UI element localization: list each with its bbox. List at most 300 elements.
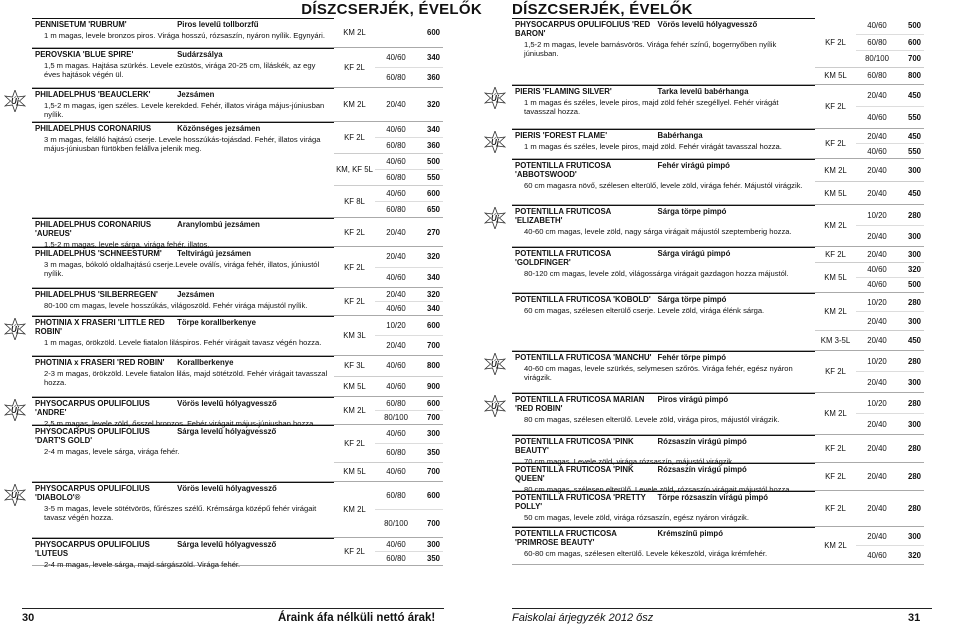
price: 900: [426, 381, 440, 391]
price-groups: [334, 397, 443, 424]
price-row: [856, 205, 924, 225]
plant-latin-name: PHILADELPHUS 'BEAUCLERK': [35, 90, 151, 99]
price-row: [375, 247, 443, 267]
plant-height: 80/100: [865, 54, 889, 64]
price-group: [334, 88, 443, 121]
entry-title-row: [32, 88, 334, 100]
price-groups: [815, 491, 924, 526]
entry-title-row: [32, 48, 334, 60]
plant-height: 40/60: [386, 381, 406, 391]
page-number-right: 31: [908, 612, 921, 624]
plant-height: 20/40: [386, 341, 406, 350]
container-size: KF 2L: [825, 367, 846, 376]
price: 450: [907, 188, 921, 198]
price-groups: [334, 538, 443, 565]
price-row: [856, 68, 924, 84]
price-row: [856, 50, 924, 67]
plant-height: 60/80: [386, 399, 406, 408]
price-group: [334, 122, 443, 153]
price-columns: [334, 218, 443, 246]
plant-description: 70 cm magas. Levele zöld, virága rózsaszín, májustól virágzik.: [524, 457, 735, 466]
price-row: [856, 351, 924, 371]
price-group: [815, 527, 924, 564]
entry-title-row: [32, 425, 334, 446]
container-size: KM 2L: [824, 307, 847, 317]
catalog-entry: [32, 88, 443, 122]
plant-description: 80-120 cm magas, levele zöld, világossárga virágait gazdagon hozza májustól.: [524, 269, 789, 278]
plant-description: 2-4 m magas, levele sárga, virága fehér.: [44, 447, 180, 456]
entry-text: [512, 351, 815, 392]
price-groups: [334, 48, 443, 87]
plant-description: 3 m magas, felálló hajtású cserje. Levele hosszúkás-tojásdad. Fehér, illatos virága május-júniusban fürtökben felállva jelenik meg.: [44, 135, 321, 154]
plant-height: 40/60: [386, 272, 406, 282]
catalog-entry: [512, 463, 924, 494]
plant-latin-name: POTENTILLA FRUTICOSA 'ABBOTSWOOD': [515, 161, 612, 179]
plant-latin-name: PIERIS 'FOREST FLAME': [515, 131, 608, 140]
catalog-entry: [32, 316, 443, 356]
price: 300: [907, 165, 921, 175]
plant-common-name: Tarka levelű babérhanga: [657, 87, 749, 96]
container-size: KM 5L: [824, 188, 847, 198]
plant-height: 60/80: [386, 448, 406, 458]
page-header-right: DÍSZCSERJÉK, ÉVELŐK: [512, 1, 693, 18]
catalog-entry: [32, 122, 443, 218]
price-values: [375, 463, 443, 481]
plant-height: 10/20: [867, 398, 887, 408]
price-values: [856, 491, 924, 526]
plant-description: 3-5 m magas, levele sötétvörös, fűrészes szélű. Krémsárga középű fehér virágait tavasz végén hozza.: [44, 504, 317, 523]
price: 300: [907, 249, 921, 259]
catalog-entry: [512, 129, 924, 159]
price-row: [375, 288, 443, 301]
price-row: [375, 267, 443, 288]
price-row: [856, 393, 924, 413]
price: 320: [907, 265, 921, 275]
new-badge-label: Új: [11, 490, 19, 500]
plant-common-name: Törpe rózsaszín virágú pimpó: [657, 493, 769, 502]
price: 360: [426, 141, 440, 150]
container-size: KF 2L: [825, 472, 846, 481]
entry-title-row: [32, 356, 334, 368]
container-size: KF 2L: [825, 37, 846, 47]
price-columns: [334, 356, 443, 396]
price-groups: [815, 293, 924, 350]
entry-text: [512, 435, 815, 466]
plant-height: 40/60: [867, 280, 887, 290]
plant-height: 20/40: [386, 100, 406, 109]
plant-latin-name: POTENTILLA FRUTICOSA 'KOBOLD': [515, 295, 651, 304]
plant-height: 80/100: [384, 413, 408, 422]
price-values: [375, 218, 443, 246]
price-values: [375, 356, 443, 376]
plant-description: 1,5-2 m magas, levele sárga, virága fehér, illatos.: [44, 240, 210, 249]
price: 280: [907, 356, 921, 366]
plant-description: 60-80 cm magas, szélesen elterülő. Levele kékeszöld, virága krémfehér.: [524, 549, 768, 558]
price-groups: [334, 288, 443, 315]
plant-height: 40/60: [386, 189, 406, 198]
price: 500: [907, 280, 921, 290]
plant-latin-name: PIERIS 'FLAMING SILVER': [515, 87, 612, 96]
entry-title-row: [32, 218, 334, 239]
plant-height: 10/20: [867, 356, 887, 366]
container-size: KF 2L: [344, 133, 365, 142]
container-size: KM, KF 5L: [336, 165, 373, 174]
price: 270: [426, 227, 440, 237]
price-row: [856, 225, 924, 246]
plant-height: 20/40: [867, 231, 887, 241]
plant-description: 80-100 cm magas, levele hosszúkás, világoszöld. Fehér virága májustól nyílik.: [44, 301, 308, 310]
entry-text: [512, 205, 815, 246]
plant-common-name: Sárga törpe pimpó: [657, 295, 727, 304]
price-values: [856, 331, 924, 350]
catalog-entry: [32, 425, 443, 482]
plant-height: 40/60: [386, 157, 406, 166]
plant-description: 2-4 m magas, levele sárga, majd sárgászöld. Virága fehér.: [44, 560, 241, 569]
price-columns: [815, 463, 924, 490]
plant-height: 40/60: [386, 540, 406, 549]
price-group: [334, 482, 443, 537]
price-columns: [815, 293, 924, 350]
container-size: KM 2L: [343, 100, 366, 109]
price-values: [375, 247, 443, 287]
price: 600: [907, 37, 921, 47]
plant-height: 40/60: [386, 467, 406, 477]
price: 700: [426, 341, 440, 350]
plant-height: 20/40: [386, 227, 406, 237]
price-group: [815, 159, 924, 181]
price: 650: [426, 205, 440, 214]
container-size: KM 2L: [824, 221, 847, 230]
price-row: [375, 137, 443, 153]
price-columns: [334, 397, 443, 424]
price-groups: [815, 129, 924, 158]
price-row: [856, 85, 924, 106]
price-values: [375, 122, 443, 153]
price-values: [856, 293, 924, 330]
plant-common-name: Törpe korallberkenye: [177, 318, 256, 327]
catalog-entry: [512, 527, 924, 565]
price-values: [375, 154, 443, 185]
price-groups: [815, 247, 924, 292]
price-group: [334, 316, 443, 355]
price-group: [815, 393, 924, 434]
price-groups: [334, 482, 443, 537]
price: 300: [907, 531, 921, 541]
price-group: [815, 330, 924, 350]
plant-height: 20/40: [386, 290, 406, 299]
footer-rule-right: [512, 608, 932, 609]
catalog-entry: [512, 85, 924, 129]
new-badge-icon: [4, 318, 26, 340]
entry-text: [512, 527, 815, 564]
new-badge-label: Új: [491, 93, 499, 103]
entry-title-row: [512, 393, 815, 414]
plant-common-name: Teltvirágú jezsámen: [177, 249, 252, 258]
container-size: KF 2L: [344, 297, 365, 306]
price-values: [856, 435, 924, 462]
price-group: [334, 247, 443, 287]
plant-height: 60/80: [867, 71, 887, 81]
plant-description: 1 m magas és széles, levele piros, majd zöld. Fehér virágát tavasszal hozza.: [524, 142, 782, 151]
new-badge-icon: [4, 399, 26, 421]
price-groups: [815, 393, 924, 434]
price-values: [375, 18, 443, 47]
plant-height: 10/20: [386, 321, 406, 330]
catalog-entry: [512, 293, 924, 351]
plant-description: 1 m magas, levele bronzos piros. Virága hosszú, rózsaszín, nyáron nyílik. Egynyári.: [44, 31, 325, 40]
price-values: [856, 129, 924, 158]
container-size: KF 2L: [825, 102, 846, 111]
new-badge-icon: [484, 207, 506, 229]
plant-common-name: Sudárzsálya: [177, 50, 223, 59]
price-group: [334, 356, 443, 376]
price-groups: [334, 247, 443, 287]
price-row: [375, 154, 443, 169]
price-group: [334, 153, 443, 185]
price-row: [856, 371, 924, 392]
container-size: KM 5L: [343, 467, 366, 477]
plant-latin-name: POTENTILLA FRUTICOSA 'PRETTY POLLY': [515, 493, 646, 511]
plant-height: 20/40: [867, 531, 887, 541]
plant-latin-name: PENNISETUM 'RUBRUM': [35, 20, 127, 29]
plant-latin-name: PHYSOCARPUS OPULIFOLIUS 'RED BARON': [515, 20, 651, 38]
price: 700: [426, 413, 440, 422]
plant-description: 60 cm magasra növő, szélesen elterülő, levele zöld, virága fehér. Májustól virágzik.: [524, 181, 803, 190]
price-group: [815, 463, 924, 490]
price: 280: [907, 472, 921, 481]
price-values: [856, 351, 924, 392]
price-groups: [334, 18, 443, 47]
container-size: KF 2L: [825, 139, 846, 148]
left-page-catalog: [32, 18, 443, 569]
price: 700: [426, 519, 440, 528]
price-columns: [334, 482, 443, 537]
plant-height: 20/40: [867, 336, 887, 346]
page-number-left: 30: [22, 612, 35, 624]
price-groups: [334, 88, 443, 121]
price-group: [815, 205, 924, 246]
plant-latin-name: POTENTILLA FRUTICOSA 'MANCHU': [515, 353, 652, 362]
price: 340: [426, 125, 440, 134]
price-values: [856, 85, 924, 128]
price-groups: [334, 218, 443, 246]
price-row: [856, 293, 924, 311]
plant-common-name: Korallberkenye: [177, 358, 234, 367]
container-size: KM 2L: [343, 28, 366, 37]
price-columns: [815, 527, 924, 564]
entry-text: [512, 247, 815, 292]
new-badge-label: Új: [491, 137, 499, 147]
plant-description: 50 cm magas, levele zöld, virága rózsaszín, egész nyáron virágzik.: [524, 513, 749, 522]
container-size: KF 2L: [344, 547, 365, 556]
price-columns: [334, 48, 443, 87]
price-group: [334, 376, 443, 397]
price-group: [815, 351, 924, 392]
entry-text: [32, 316, 334, 355]
entry-title-row: [512, 247, 815, 268]
price: 550: [907, 113, 921, 122]
price-row: [856, 277, 924, 292]
price-row: [375, 443, 443, 462]
price-groups: [334, 122, 443, 217]
plant-height: 20/40: [867, 165, 887, 175]
price-values: [375, 377, 443, 397]
entry-text: [32, 356, 334, 396]
price-columns: [815, 85, 924, 128]
price: 450: [907, 336, 921, 346]
price: 600: [426, 321, 440, 330]
container-size: KF 2L: [825, 249, 846, 259]
plant-height: 60/80: [386, 205, 406, 214]
price: 300: [426, 540, 440, 549]
new-badge-label: Új: [11, 405, 19, 415]
plant-height: 20/40: [867, 504, 887, 513]
price-row: [375, 335, 443, 355]
catalog-entry: [32, 538, 443, 569]
price: 320: [426, 252, 440, 262]
entry-text: [512, 18, 815, 84]
entry-text: [512, 491, 815, 526]
plant-description: 1,5-2 m magas, igen széles. Levele kerekded. Fehér, illatos virága május-júniusban nyílik.: [44, 101, 325, 120]
new-badge-label: Új: [11, 96, 19, 106]
entry-title-row: [512, 85, 815, 97]
plant-common-name: Jezsámen: [177, 290, 215, 299]
price-columns: [334, 288, 443, 315]
price-row: [375, 218, 443, 246]
price-columns: [334, 425, 443, 481]
price: 280: [907, 444, 921, 453]
plant-height: 40/60: [867, 146, 887, 156]
plant-height: 60/80: [386, 141, 406, 150]
plant-description: 3 m magas, bókoló oldalhajtású cserje.Levele oválís, virága fehér, illatos, júniustól nyílik.: [44, 260, 320, 279]
plant-latin-name: PHILADELPHUS CORONARIUS: [35, 124, 152, 133]
price: 300: [907, 231, 921, 241]
new-badge-label: Új: [11, 324, 19, 334]
price: 340: [426, 304, 440, 313]
price-group: [334, 18, 443, 47]
price: 700: [426, 467, 440, 477]
entry-title-row: [32, 538, 334, 559]
price-groups: [815, 85, 924, 128]
container-size: KM 3-5L: [820, 336, 851, 346]
price: 320: [426, 290, 440, 299]
entry-text: [32, 538, 334, 569]
plant-height: 40/60: [867, 113, 887, 122]
price-groups: [815, 351, 924, 392]
entry-title-row: [32, 18, 334, 30]
entry-text: [32, 218, 334, 249]
plant-height: 20/40: [867, 419, 887, 429]
price: 280: [907, 210, 921, 220]
plant-common-name: Fehér virágú pimpó: [657, 161, 730, 170]
price-row: [375, 18, 443, 47]
price-groups: [815, 205, 924, 246]
price-values: [375, 482, 443, 537]
price-values: [856, 247, 924, 262]
entry-text: [32, 247, 334, 287]
price-values: [375, 186, 443, 217]
new-badge-label: Új: [491, 213, 499, 223]
price: 300: [907, 316, 921, 326]
price-columns: [334, 538, 443, 565]
entry-title-row: [32, 397, 334, 418]
plant-description: 80 cm magas, szélesen elterülő. Levele zöld, rózsaszín virágait májustól hozza.: [524, 485, 792, 494]
price-values: [375, 316, 443, 355]
price-group: [815, 293, 924, 330]
price-groups: [334, 316, 443, 355]
container-size: KM 5L: [824, 272, 847, 282]
new-badge-icon: [484, 131, 506, 153]
price: 800: [907, 71, 921, 81]
container-size: KF 2L: [344, 438, 365, 448]
price-row: [375, 377, 443, 397]
price-group: [815, 18, 924, 67]
price-group: [815, 181, 924, 204]
price-groups: [334, 356, 443, 396]
plant-description: 1 m magas és széles, levele piros, majd zöld fehér szegéllyel. Fehér virágát tavasszal hozza.: [524, 98, 779, 117]
plant-latin-name: POTENTILLA FRUTICOSA MARIAN 'RED ROBIN': [515, 395, 645, 413]
price-columns: [815, 129, 924, 158]
entry-title-row: [512, 435, 815, 456]
price-groups: [815, 18, 924, 84]
price-group: [334, 218, 443, 246]
price: 340: [426, 272, 440, 282]
plant-latin-name: PHILADELPHUS CORONARIUS 'AUREUS': [35, 220, 152, 238]
plant-common-name: Aranylombú jezsámen: [177, 220, 260, 229]
price-row: [856, 491, 924, 526]
price-row: [375, 509, 443, 537]
price: 800: [426, 361, 440, 371]
price-groups: [815, 159, 924, 204]
plant-common-name: Közönséges jezsámen: [177, 124, 261, 133]
plant-height: 20/40: [867, 377, 887, 387]
price-columns: [815, 393, 924, 434]
price-row: [856, 311, 924, 330]
plant-description: 1 m magas, örökzöld. Levele fiatalon liláspiros. Fehér virágait tavasz végén hozza.: [44, 338, 322, 347]
price-row: [856, 463, 924, 490]
new-badge-icon: [484, 87, 506, 109]
container-size: KM 2L: [824, 409, 847, 418]
plant-description: 2,5 m magas, levele zöld, ősszel bronzos. Fehér virágait május-júniusban hozza.: [44, 419, 316, 428]
price-row: [375, 201, 443, 217]
plant-latin-name: PHOTINIA x FRASERI 'RED ROBIN': [35, 358, 165, 367]
price-row: [375, 410, 443, 424]
entry-text: [32, 18, 334, 47]
price-values: [375, 288, 443, 315]
price-group: [815, 129, 924, 158]
catalog-entry: [32, 218, 443, 247]
plant-height: 40/60: [867, 265, 887, 275]
container-size: KF 2L: [344, 262, 365, 272]
plant-height: 20/40: [867, 91, 887, 100]
price: 450: [907, 91, 921, 100]
price-values: [856, 18, 924, 67]
entry-title-row: [512, 129, 815, 141]
entry-title-row: [512, 205, 815, 226]
price-group: [815, 85, 924, 128]
price: 350: [426, 554, 440, 563]
plant-common-name: Piros levelű tollborzfű: [177, 20, 259, 29]
price: 280: [907, 504, 921, 513]
plant-height: 40/60: [867, 550, 887, 560]
price: 600: [426, 189, 440, 198]
price-values: [375, 425, 443, 462]
price-row: [375, 67, 443, 87]
price-group: [334, 425, 443, 462]
catalog-entry: [512, 247, 924, 293]
price-row: [856, 106, 924, 128]
entry-title-row: [512, 491, 815, 512]
